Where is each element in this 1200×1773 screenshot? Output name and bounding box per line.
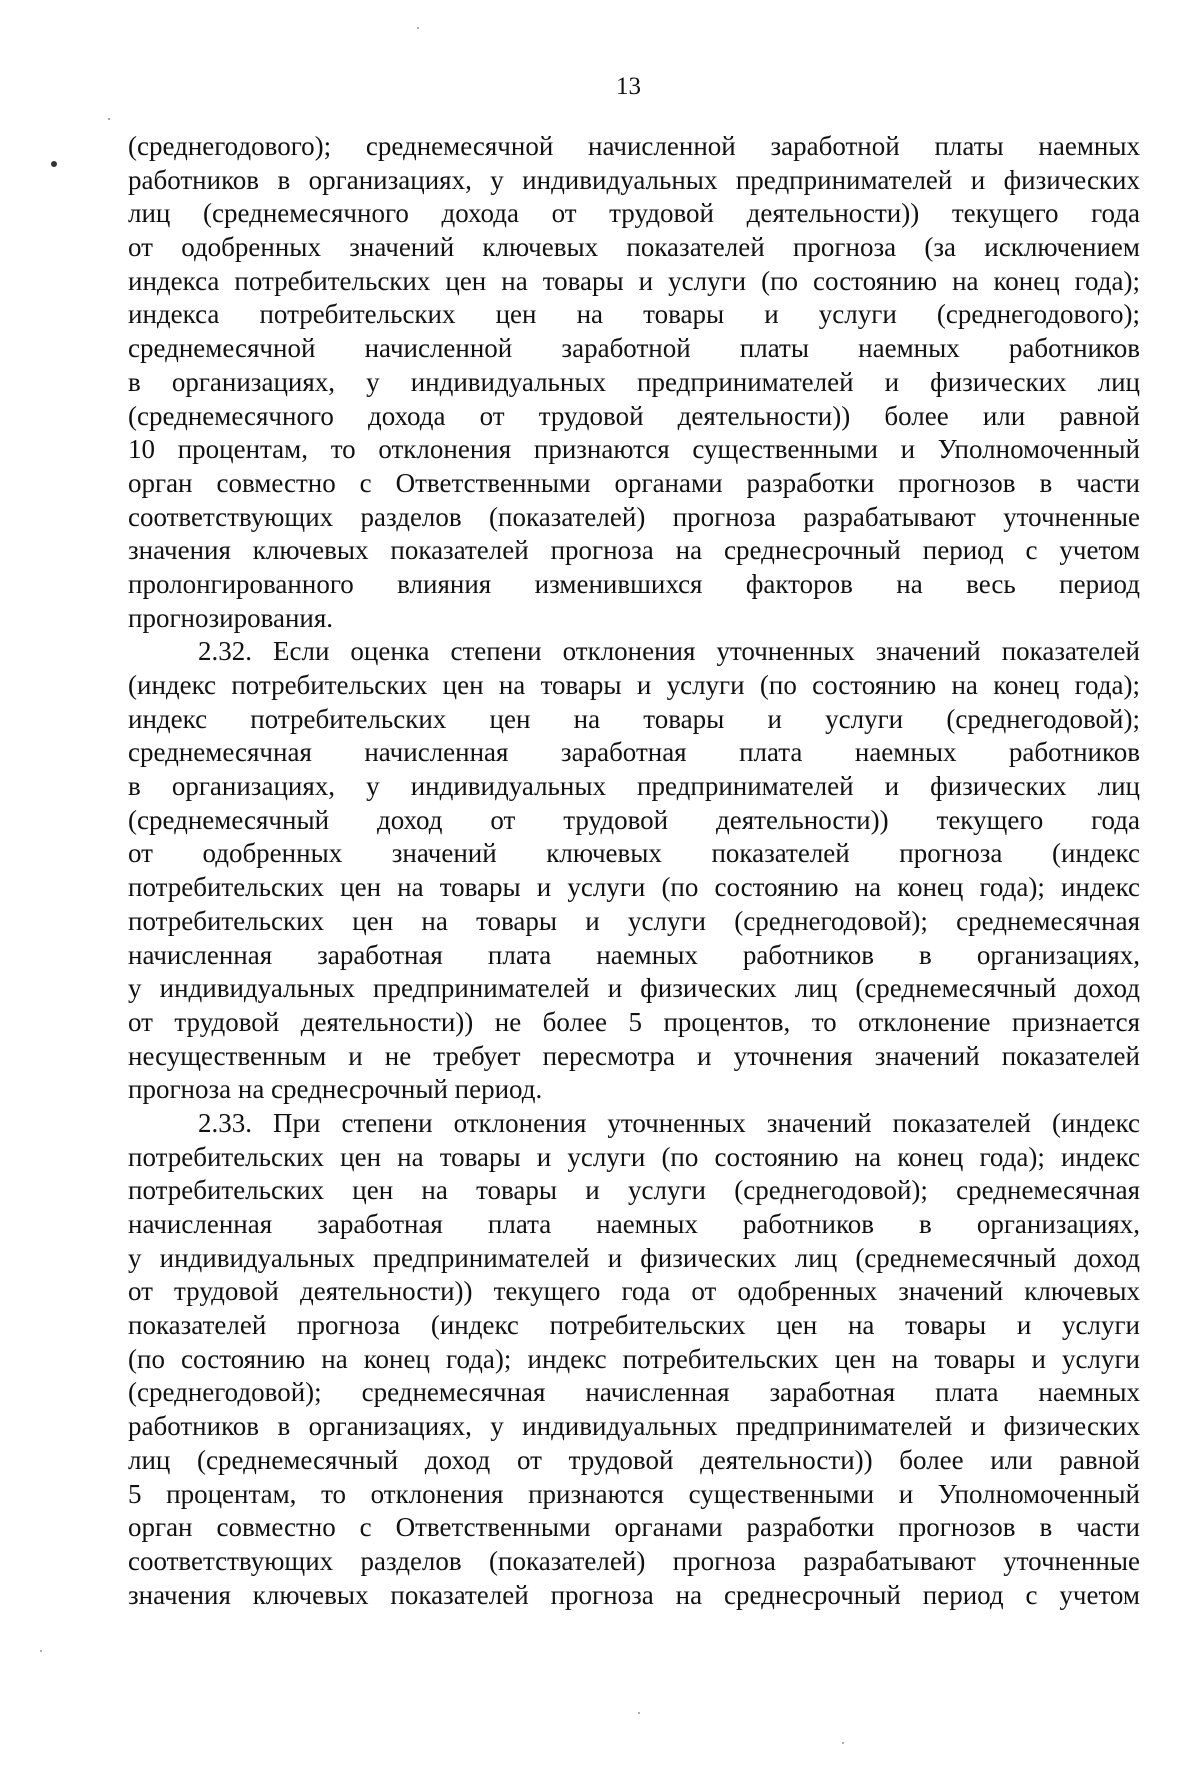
text-line: несущественным и не требует пересмотра и уточнения значений показателей <box>128 1040 1140 1071</box>
text-line: начисленная заработная плата наемных работников в организациях, <box>128 1209 1140 1239</box>
text-line: работников в организациях, у индивидуальных предпринимателей и физических <box>128 164 1140 195</box>
text-line: начисленная заработная плата наемных работников в организациях, <box>128 939 1140 970</box>
text-line: потребительских цен на товары и услуги (по состоянию на конец года); индекс <box>128 1141 1140 1172</box>
text-line: (среднегодового); среднемесячной начисленной заработной платы наемных <box>128 131 1140 161</box>
text-line: индекса потребительских цен на товары и услуги (среднегодового); <box>128 299 1140 330</box>
text-line: орган совместно с Ответственными органами разработки прогнозов в части <box>128 467 1140 498</box>
text-line: у индивидуальных предпринимателей и физических лиц (среднемесячный доход <box>128 973 1140 1004</box>
text-line: индекса потребительских цен на товары и услуги (по состоянию на конец года); <box>128 265 1140 296</box>
text-line: (индекс потребительских цен на товары и услуги (по состоянию на конец года); <box>128 670 1140 700</box>
text-line: прогноза на среднесрочный период. <box>128 1074 543 1105</box>
text-line: 2.32. Если оценка степени отклонения уточненных значений показателей <box>198 636 1140 667</box>
text-line: соответствующих разделов (показателей) прогноза разрабатывают уточненные <box>128 501 1140 532</box>
text-line: потребительских цен на товары и услуги (по состоянию на конец года); индекс <box>128 872 1140 903</box>
text-line: орган совместно с Ответственными органами разработки прогнозов в части <box>128 1512 1140 1543</box>
text-line: 10 процентам, то отклонения признаются существенными и Уполномоченный <box>128 434 1140 465</box>
text-line: от одобренных значений ключевых показателей прогноза (индекс <box>128 838 1140 869</box>
scan-speck <box>108 118 110 120</box>
text-line: работников в организациях, у индивидуальных предпринимателей и физических <box>128 1411 1140 1442</box>
text-line: значения ключевых показателей прогноза на среднесрочный период с учетом <box>128 535 1140 566</box>
text-line: значения ключевых показателей прогноза на среднесрочный период с учетом <box>128 1579 1140 1610</box>
scan-speck <box>51 161 57 167</box>
page-number: 13 <box>616 73 641 100</box>
scan-speck <box>40 1650 42 1652</box>
text-line: пролонгированного влияния изменившихся факторов на весь период <box>128 568 1140 599</box>
scan-speck <box>638 1712 640 1714</box>
document-body <box>128 130 1140 1612</box>
text-line: у индивидуальных предпринимателей и физических лиц (среднемесячный доход <box>128 1242 1140 1273</box>
text-line: от трудовой деятельности)) не более 5 процентов, то отклонение признается <box>128 1006 1140 1037</box>
text-line: среднемесячной начисленной заработной платы наемных работников <box>128 333 1140 364</box>
text-line: среднемесячная начисленная заработная плата наемных работников <box>128 737 1140 768</box>
scan-speck <box>842 1742 844 1744</box>
text-line: потребительских цен на товары и услуги (среднегодовой); среднемесячная <box>128 905 1140 936</box>
text-line: в организациях, у индивидуальных предпринимателей и физических лиц <box>128 771 1140 802</box>
text-line: от трудовой деятельности)) текущего года от одобренных значений ключевых <box>128 1276 1140 1307</box>
text-line: индекс потребительских цен на товары и услуги (среднегодовой); <box>128 703 1140 734</box>
text-line: от одобренных значений ключевых показателей прогноза (за исключением <box>128 232 1140 263</box>
text-line: 5 процентам, то отклонения признаются существенными и Уполномоченный <box>128 1478 1140 1509</box>
text-line: (среднегодовой); среднемесячная начисленная заработная плата наемных <box>128 1377 1140 1408</box>
text-line: (по состоянию на конец года); индекс потребительских цен на товары и услуги <box>128 1343 1140 1374</box>
text-line: в организациях, у индивидуальных предпринимателей и физических лиц <box>128 366 1140 397</box>
text-line: соответствующих разделов (показателей) прогноза разрабатывают уточненные <box>128 1545 1140 1576</box>
text-line: прогнозирования. <box>128 602 334 633</box>
text-line: показателей прогноза (индекс потребительских цен на товары и услуги <box>128 1310 1140 1341</box>
scan-speck <box>417 27 419 29</box>
text-line: 2.33. При степени отклонения уточненных значений показателей (индекс <box>198 1107 1140 1138</box>
text-line: потребительских цен на товары и услуги (среднегодовой); среднемесячная <box>128 1175 1140 1206</box>
text-line: лиц (среднемесячного дохода от трудовой деятельности)) текущего года <box>128 198 1140 229</box>
text-line: (среднемесячный доход от трудовой деятельности)) текущего года <box>128 804 1140 835</box>
text-line: лиц (среднемесячный доход от трудовой деятельности)) более или равной <box>128 1444 1140 1475</box>
text-line: (среднемесячного дохода от трудовой деятельности)) более или равной <box>128 400 1140 431</box>
